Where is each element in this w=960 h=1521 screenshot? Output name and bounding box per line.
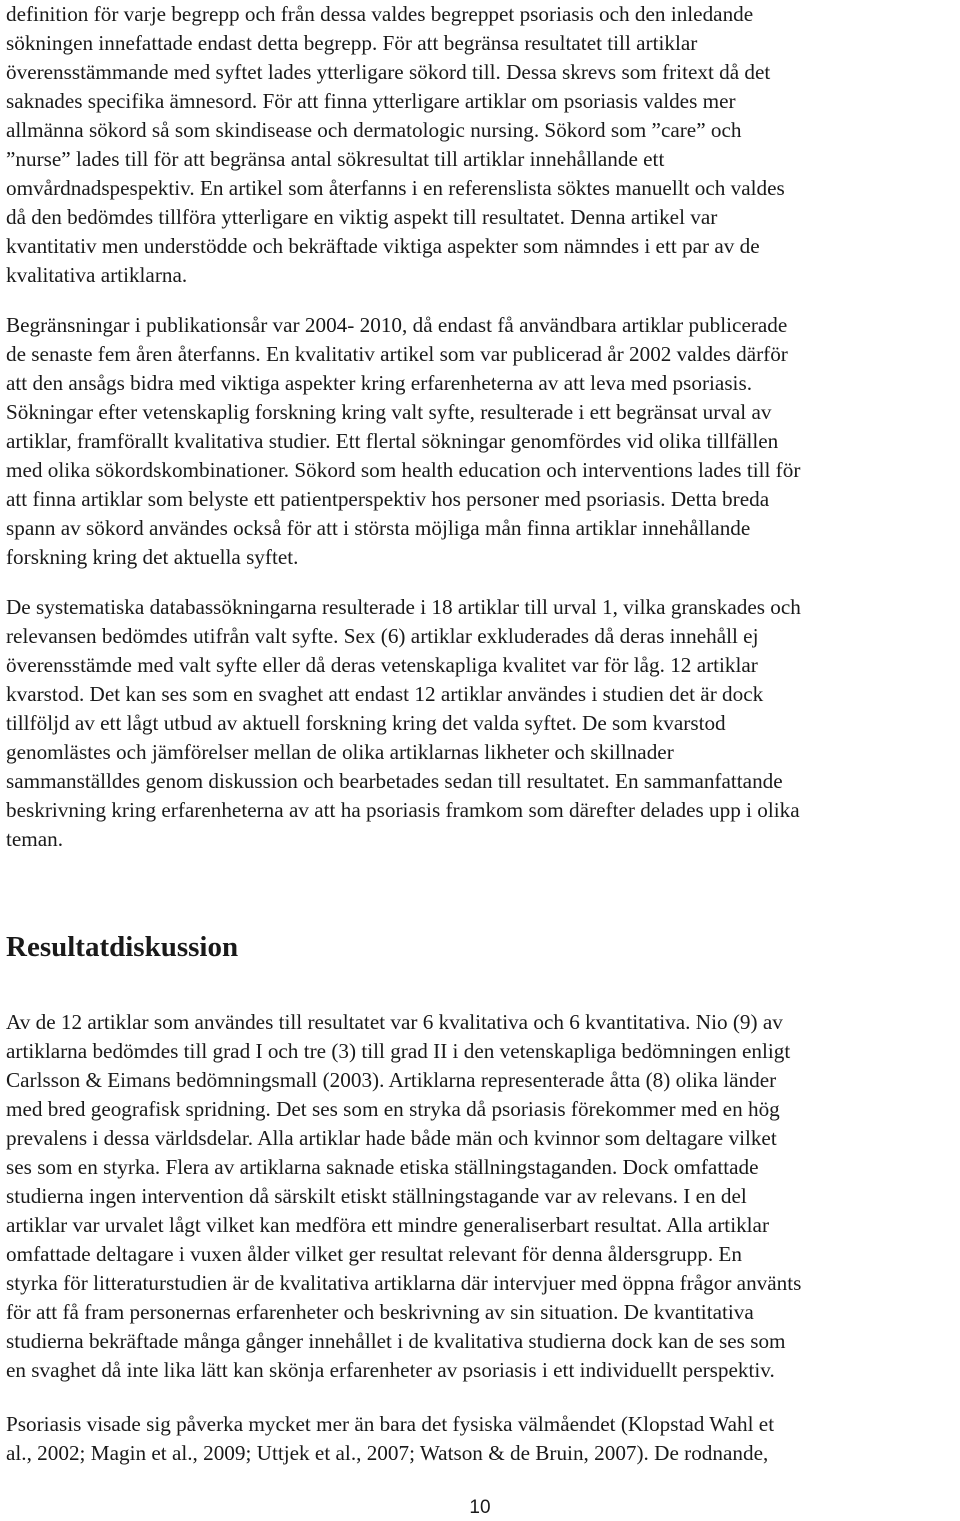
text-line: studierna ingen intervention då särskilt etiskt ställningstagande var av relevans. I en del xyxy=(6,1184,747,1208)
text-line: styrka för litteraturstudien är de kvalitativa artiklarna där intervjuer med öppna frågor använts xyxy=(6,1271,802,1295)
text-line: spann av sökord användes också för att i största möjliga mån finna artiklar innehållande xyxy=(6,516,751,540)
text-line: forskning kring det aktuella syftet. xyxy=(6,545,299,569)
text-line: Av de 12 artiklar som användes till resultatet var 6 kvalitativa och 6 kvantitativa. Nio (9) av xyxy=(6,1010,783,1034)
text-line: Psoriasis visade sig påverka mycket mer än bara det fysiska välmåendet (Klopstad Wahl et xyxy=(6,1412,775,1436)
text-line: tillföljd av ett lågt utbud av aktuell forskning kring det valda syftet. De som kvarstod xyxy=(6,711,726,735)
text-line: studierna bekräftade många gånger innehållet i de kvalitativa studierna dock kan de ses som xyxy=(6,1329,786,1353)
text-line: de senaste fem åren återfanns. En kvalitativ artikel som var publicerad år 2002 valdes därför xyxy=(6,342,788,366)
text-line: sökningen innefattade endast detta begrepp. För att begränsa resultatet till artiklar xyxy=(6,31,698,55)
text-line: kvalitativa artiklarna. xyxy=(6,263,188,287)
text-line: artiklarna bedömdes till grad I och tre (3) till grad II i den vetenskapliga bedömningen enligt xyxy=(6,1039,791,1063)
text-line: då den bedömdes tillföra ytterligare en viktig aspekt till resultatet. Denna artikel var xyxy=(6,205,718,229)
text-line: Carlsson & Eimans bedömningsmall (2003). Artiklarna representerade åtta (8) olika länder xyxy=(6,1068,777,1092)
page-number: 10 xyxy=(469,1497,491,1518)
text-line: Sökningar efter vetenskaplig forskning kring valt syfte, resulterade i ett begränsat urval av xyxy=(6,400,772,424)
text-line: en svaghet då inte lika lätt kan skönja erfarenheter av psoriasis i ett individuellt perspektiv. xyxy=(6,1358,775,1382)
text-line: relevansen bedömdes utifrån valt syfte. Sex (6) artiklar exkluderades då deras innehåll ej xyxy=(6,624,759,648)
text-line: artiklar var urvalet lågt vilket kan medföra ett mindre generaliserbart resultat. Alla artiklar xyxy=(6,1213,770,1237)
text-line: för att få fram personernas erfarenheter och beskrivning av sin situation. De kvantitativa xyxy=(6,1300,754,1324)
text-line: beskrivning kring erfarenheterna av att ha psoriasis framkom som därefter delades upp i olika xyxy=(6,798,800,822)
text-line: sammanställdes genom diskussion och bearbetades sedan till resultatet. En sammanfattande xyxy=(6,769,783,793)
text-line: saknades specifika ämnesord. För att finna ytterligare artiklar om psoriasis valdes mer xyxy=(6,89,736,113)
text-line: med olika sökordskombinationer. Sökord som health education och interventions lades till för xyxy=(6,458,801,482)
text-line: överensstämmande med syftet lades ytterligare sökord till. Dessa skrevs som fritext då det xyxy=(6,60,771,84)
text-line: att den ansågs bidra med viktiga aspekter kring erfarenheterna av att leva med psoriasis. xyxy=(6,371,752,395)
text-line: artiklar, framförallt kvalitativa studier. Ett flertal sökningar genomfördes vid olika tillfällen xyxy=(6,429,779,453)
text-line: att finna artiklar som belyste ett patientperspektiv hos personer med psoriasis. Detta breda xyxy=(6,487,770,511)
text-line: Begränsningar i publikationsår var 2004- 2010, då endast få användbara artiklar publicerade xyxy=(6,313,788,337)
text-line: genomlästes och jämförelser mellan de olika artiklarnas likheter och skillnader xyxy=(6,740,674,764)
text-line: ”nurse” lades till för att begränsa antal sökresultat till artiklar innehållande ett xyxy=(6,147,665,171)
text-line: definition för varje begrepp och från dessa valdes begreppet psoriasis och den inledande xyxy=(6,2,754,26)
text-line: De systematiska databassökningarna resulterade i 18 artiklar till urval 1, vilka granskades och xyxy=(6,595,801,619)
text-line: omvårdnadspespektiv. En artikel som återfanns i en referenslista söktes manuellt och valdes xyxy=(6,176,785,200)
text-line: prevalens i dessa världsdelar. Alla artiklar hade både män och kvinnor som deltagare vilket xyxy=(6,1126,777,1150)
text-line: med bred geografisk spridning. Det ses som en stryka då psoriasis förekommer med en hög xyxy=(6,1097,780,1121)
section-heading: Resultatdiskussion xyxy=(6,931,239,963)
text-line: al., 2002; Magin et al., 2009; Uttjek et al., 2007; Watson & de Bruin, 2007). De rodnande, xyxy=(6,1441,769,1465)
text-line: överensstämde med valt syfte eller då deras vetenskapliga kvalitet var för låg. 12 artiklar xyxy=(6,653,758,677)
text-line: ses som en styrka. Flera av artiklarna saknade etiska ställningstaganden. Dock omfattade xyxy=(6,1155,759,1179)
text-line: kvarstod. Det kan ses som en svaghet att endast 12 artiklar användes i studien det är dock xyxy=(6,682,764,706)
text-line: omfattade deltagare i vuxen ålder vilket ger resultat relevant för denna åldersgrupp. En xyxy=(6,1242,742,1266)
text-line: allmänna sökord så som skindisease och dermatologic nursing. Sökord som ”care” och xyxy=(6,118,742,142)
text-line: kvantitativ men understödde och bekräftade viktiga aspekter som nämndes i ett par av de xyxy=(6,234,760,258)
text-line: teman. xyxy=(6,827,64,851)
